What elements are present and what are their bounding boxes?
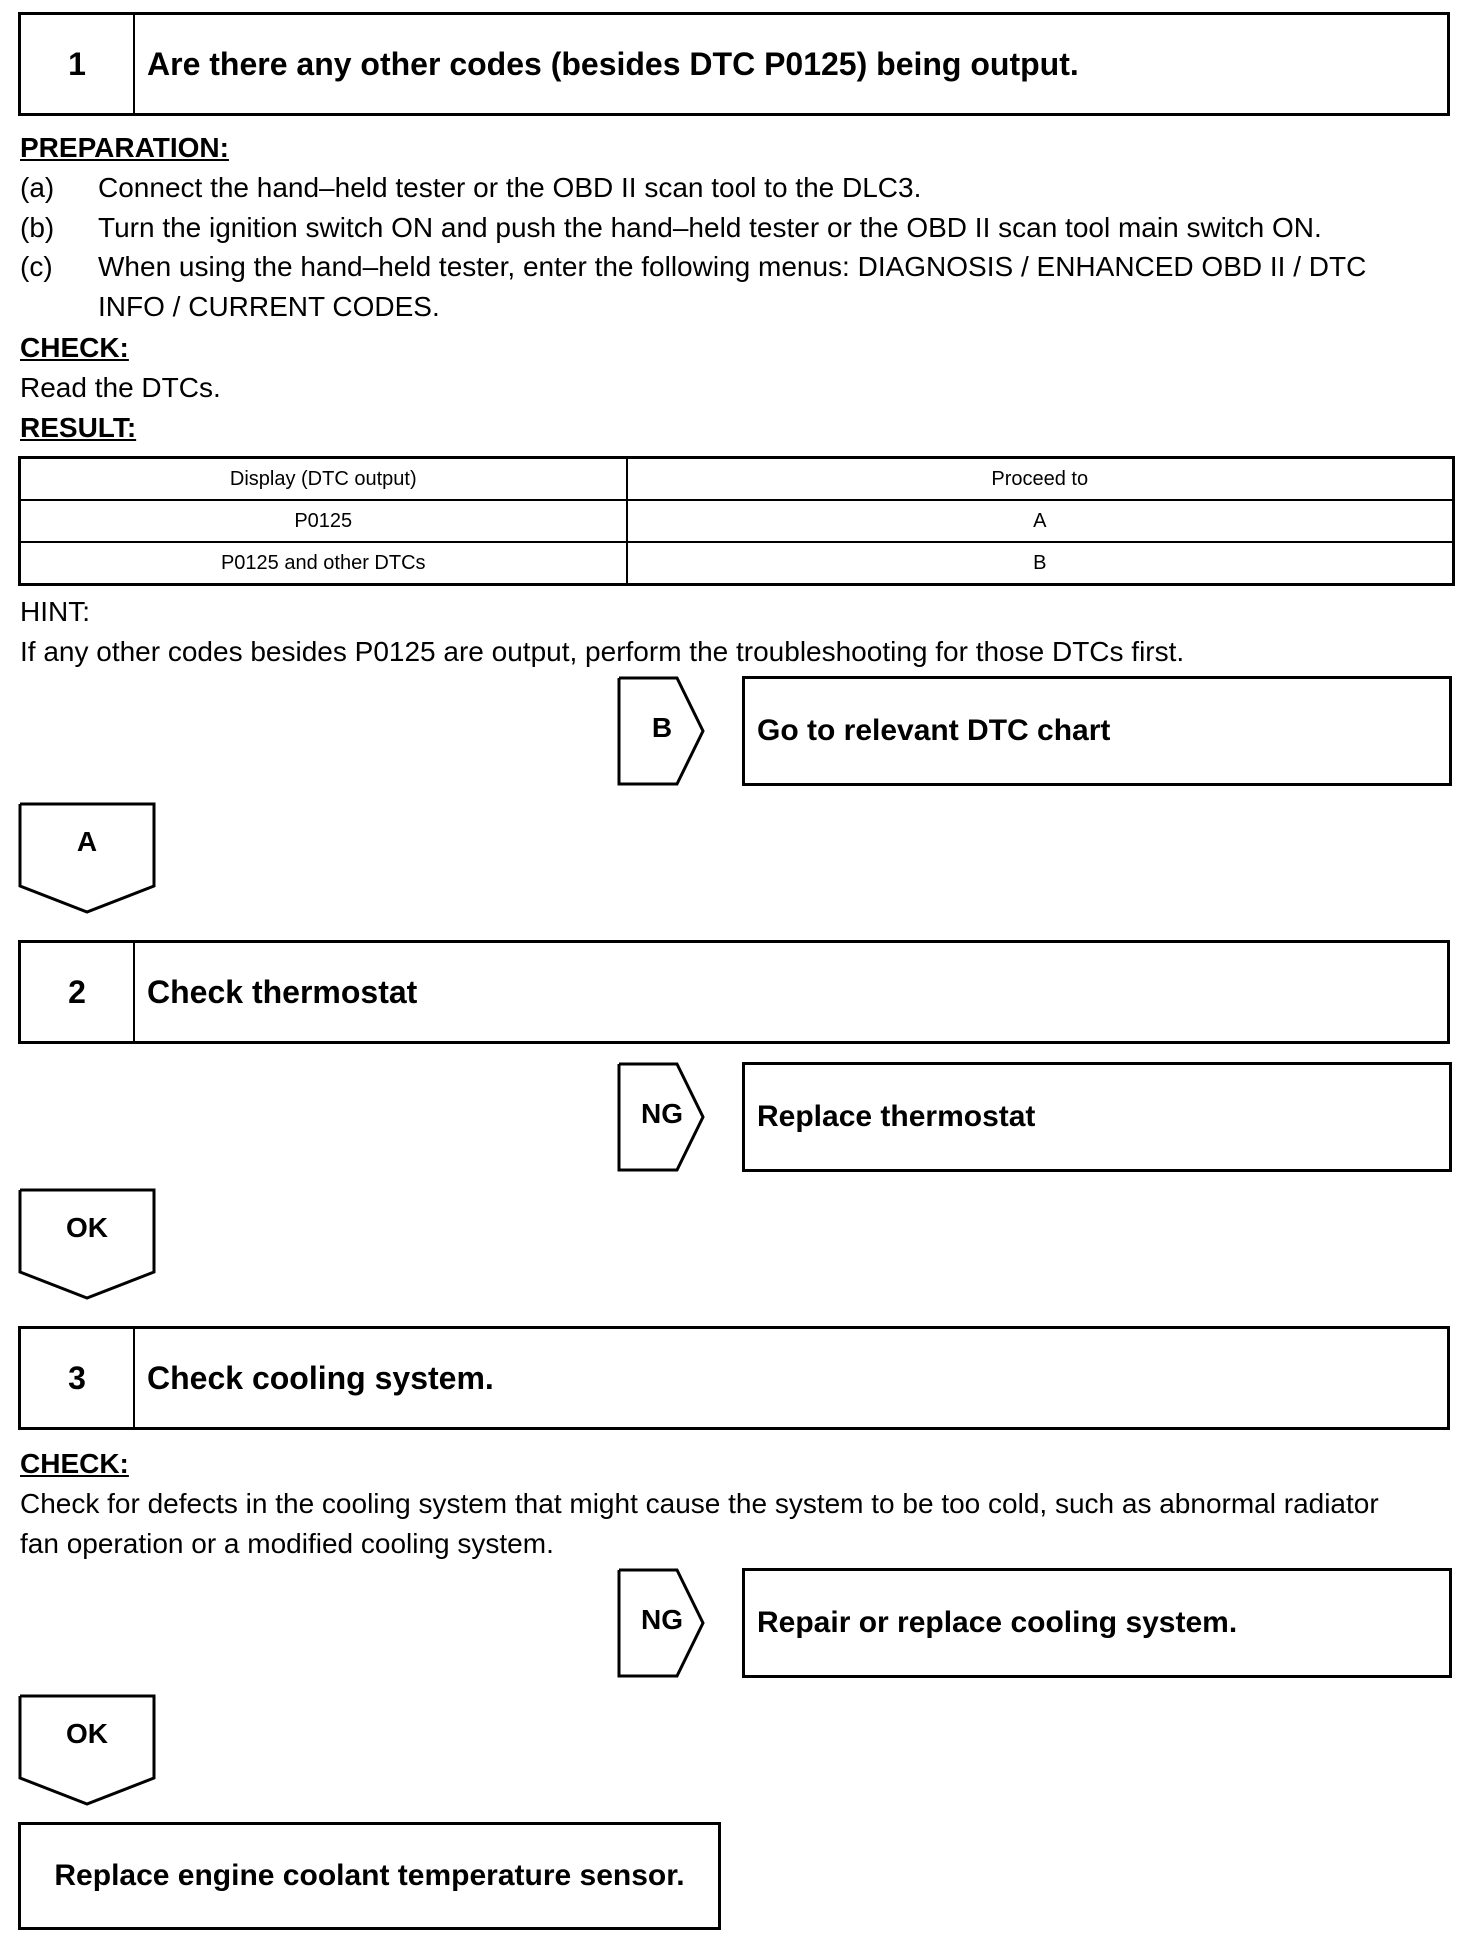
check-heading-3: CHECK:: [20, 1448, 129, 1479]
prep-label-c: (c): [20, 251, 53, 282]
prep-text-b: Turn the ignition switch ON and push the hand–held tester or the OBD II scan tool main switch ON.: [98, 212, 1322, 243]
final-action-box: Replace engine coolant temperature sensor.: [18, 1822, 721, 1930]
table-header-display: Display (DTC output): [20, 458, 627, 501]
branch-tag-ng: NG: [641, 1098, 683, 1129]
check-text-3-line1: Check for defects in the cooling system that might cause the system to be too cold, such as abnormal radiator: [20, 1488, 1379, 1519]
action-replace-thermostat: Replace thermostat: [742, 1062, 1452, 1172]
table-row: [20, 542, 1454, 585]
hint-text: If any other codes besides P0125 are output, perform the troubleshooting for those DTCs first.: [20, 636, 1185, 667]
step-1-number: 1: [21, 15, 135, 113]
prep-label-a: (a): [20, 172, 55, 203]
flow-arrow-down-icon: [18, 802, 156, 914]
table-row: [20, 500, 1454, 542]
step-2-box: [18, 940, 1450, 1044]
table-cell: P0125: [20, 500, 627, 542]
result-table: [18, 456, 1455, 586]
branch-tag-ng: NG: [641, 1604, 683, 1635]
step-2-number: 2: [21, 943, 135, 1041]
table-header-row: [20, 458, 1454, 501]
prep-label-b: (b): [20, 212, 55, 243]
flow-arrow-down-icon: [18, 1694, 156, 1806]
action-repair-cooling-system: Repair or replace cooling system.: [742, 1568, 1452, 1678]
step-1-box: [18, 12, 1450, 116]
prep-text-c: When using the hand–held tester, enter the following menus: DIAGNOSIS / ENHANCED OBD II / DTC: [98, 251, 1367, 282]
prep-text-c-continued: INFO / CURRENT CODES.: [98, 291, 440, 322]
table-cell: B: [627, 542, 1454, 585]
table-cell: A: [627, 500, 1454, 542]
prep-text-a: Connect the hand–held tester or the OBD II scan tool to the DLC3.: [98, 172, 922, 203]
table-header-proceed: Proceed to: [627, 458, 1454, 501]
step-3-box: [18, 1326, 1450, 1430]
step-3-title: Check cooling system.: [147, 1359, 494, 1396]
preparation-heading: PREPARATION:: [20, 132, 229, 163]
hint-heading: HINT:: [20, 596, 90, 627]
table-cell: P0125 and other DTCs: [20, 542, 627, 585]
step-2-title: Check thermostat: [147, 973, 418, 1010]
flow-tag-ok: OK: [66, 1212, 108, 1243]
flow-tag-a: A: [76, 826, 98, 857]
check-text-1: Read the DTCs.: [20, 372, 221, 403]
branch-tag-b: B: [651, 712, 673, 743]
result-heading: RESULT:: [20, 412, 137, 443]
check-heading-1: CHECK:: [20, 332, 129, 363]
step-3-number: 3: [21, 1329, 135, 1427]
flow-tag-ok: OK: [66, 1718, 108, 1749]
action-go-to-dtc-chart: Go to relevant DTC chart: [742, 676, 1452, 786]
flow-arrow-down-icon: [18, 1188, 156, 1300]
step-1-title: Are there any other codes (besides DTC P0125) being output.: [147, 45, 1079, 82]
check-text-3-line2: fan operation or a modified cooling system.: [20, 1528, 554, 1559]
